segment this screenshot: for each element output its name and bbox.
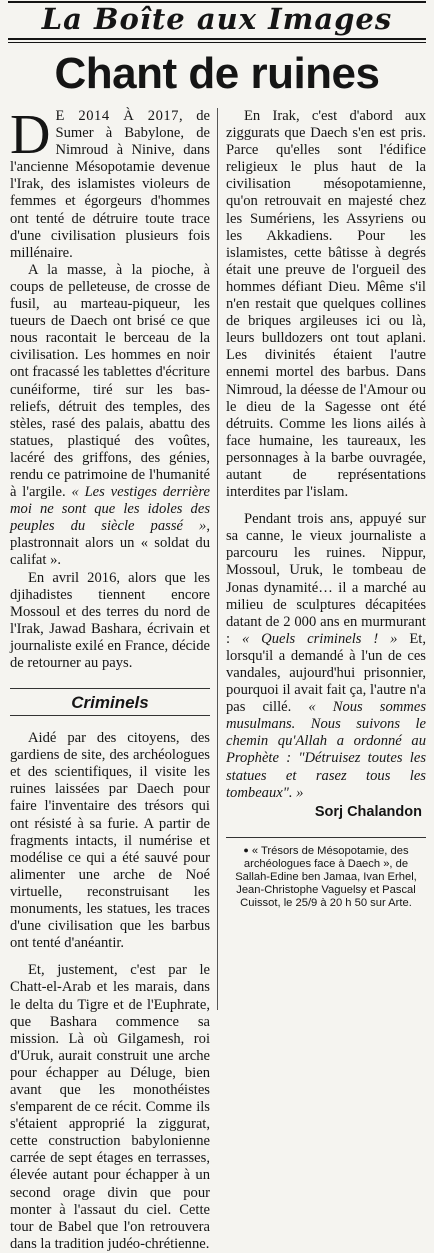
paragraph-7-quote-2: « Nous sommes musulmans. Nous suivons le chemin qu'Allah a ordonné au Prophète : "Détruisez toutes les statues et rasez tous les tombeaux". » (226, 699, 426, 801)
column-divider (217, 108, 218, 1010)
paragraph-5: Et, justement, c'est par le Chatt-el-Arab et les marais, dans le delta du Tigre et de l'Euphrate, que Bashara commence sa mission. Là où Gilgamesh, roi d'Uruk, aurait construit une arche pour échapper au Déluge, bien avant que les monothéistes s'emparent de ce récit. Comme ils s'étaient approprié la ziggurat, cette construction babylonienne carrée de sept étages en terrasses, élevée autant pour échapper à un second orage divin que pour monter à l'assaut du ciel. Cette tour de Babel que l'on retrouvera dans la tradition judéo-chrétienne. (10, 962, 210, 1252)
footnote-bullet: ● (243, 844, 249, 855)
footnote (226, 844, 426, 910)
paragraph-3: En avril 2016, alors que les djihadistes tiennent encore Mossoul et des terres du nord de l'Irak, Jawad Bashara, écrivain et journaliste exilé en France, décide de retourner au pays. (10, 569, 210, 671)
paragraph-2 (10, 262, 210, 570)
rubric-bottom-rule (8, 38, 426, 40)
lead-paragraph (10, 104, 210, 262)
article-column-left (10, 104, 210, 1253)
section-rubric: La Boîte aux Images (41, 2, 393, 36)
paragraph-7-quote-1: « Quels criminels ! » (241, 630, 398, 647)
paragraph-7 (226, 511, 426, 802)
paragraph-7-text-a: Pendant trois ans, appuyé sur sa canne, le vieux journaliste a parcouru les ruines. Nippur, Mossoul, Uruk, le tombeau de Jonas dynamité… il a marché au milieu de sculptures décapitées datant de 2 000 ans en murmurant : (226, 511, 426, 647)
paragraph-2-quote: « Les vestiges derrière moi ne sont que les idoles des peuples du siècle passé » (10, 484, 210, 535)
paragraph-2-text-b: , plastronnait alors un « soldat du califat ». (10, 518, 210, 569)
article-headline: Chant de ruines (54, 49, 380, 98)
paragraph-6: En Irak, c'est d'abord aux ziggurats que Daech s'en est pris. Parce qu'elles sont l'édifice religieux le plus haut de la civilisation mésopotamienne, qu'on retrouvait en majesté chez les Sumériens, les Assyriens ou les Akkadiens. Pour les islamistes, cette bâtisse à degrés était une preuve de l'orgueil des hommes défiant Dieu. Même s'il n'en restait que quelques collines de briques argileuses ici ou là, leurs bulldozers ont tout aplani. Les divinités étaient l'autre ennemi mortel des barbus. Dans Nimroud, la déesse de l'Amour ou le dieu de la Sagesse ont été détruits. Comme les lions ailés à face humaine, les taureaux, les personnages à la barbe ouvragée, autant de représentations interdites par l'islam. (226, 108, 426, 501)
article-column-right (226, 108, 426, 910)
lead-caps: E 2014 À 2017, (55, 108, 184, 124)
footnote-rule (226, 837, 426, 838)
drop-cap: D (10, 104, 51, 166)
rubric-bottom-rule-thin (8, 42, 426, 43)
paragraph-7-text-b: Et, lorsqu'il a demandé à l'un de ces vandales, aujourd'hui prisonnier, pourquoi il avait fait ça, l'autre n'a pas cillé. (226, 630, 426, 716)
lead-text: de Sumer à Babylone, de Nimroud à Ninive, dans l'ancienne Mésopotamie devenue l'Irak, des islamistes violeurs de femmes et égorgeurs d'hommes ont tenté de détruire toute trace d'une civilisation plusieurs fois millénaire. (10, 108, 210, 261)
footnote-text: « Trésors de Mésopotamie, des archéologues face à Daech », de Sallah-Edine ben Jamaa, Ivan Erhel, Jean-Christophe Vaguelsy et Pascal Cuissot, le 25/9 à 20 h 50 sur Arte. (235, 844, 417, 909)
author-byline: Sorj Chalandon (314, 803, 422, 820)
paragraph-2-text-a: A la masse, à la pioche, à coups de pelleteuse, de crosse de fusil, au marteau-piqueur, les tueurs de Daech ont brisé ce que nous racontait le berceau de la civilisation. Les hommes en noir ont fracassé les tablettes d'écriture cunéiforme, tiré sur les bas-reliefs, détruit des temples, des stèles, rasé des palais, abattu des statues, plastiqué des voûtes, lacéré des griffons, des génies, rendu ce patrimoine de l'humanité à l'argile. (10, 261, 210, 501)
subhead-criminels: Criminels (10, 688, 210, 716)
paragraph-4: Aidé par des citoyens, des gardiens de site, des archéologues et des scientifiques, il visite les ruines laissées par Daech pour faire l'inventaire des trésors qui ont résisté à sa furie. A partir de fragments intacts, il numérise et modélise ce qui a été sauvé pour alimenter une arche de Noé virtuelle, reconstruisant les monuments, les statues, les traces d'une civilisation que les barbus ont tenté d'anéantir. (10, 730, 210, 952)
